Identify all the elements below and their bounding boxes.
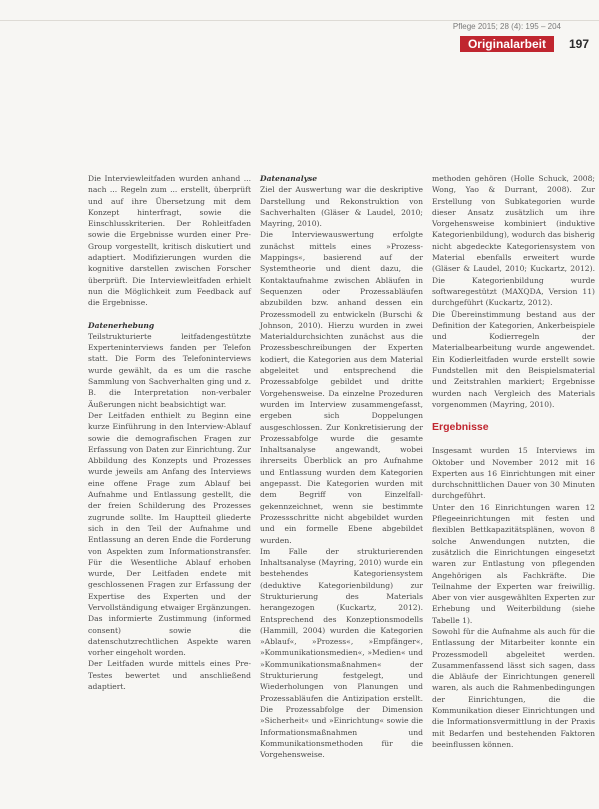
paragraph: Insgesamt wurden 15 Interviews im Oktober und November 2012 mit 16 Experten aus 16 Einrichtungen mit einer durchschnittlichen Dauer von 30 Minuten durchgeführt. bbox=[432, 446, 595, 501]
paragraph: Die Interviewauswertung erfolgte zunächst mittels eines »Prozess-Mappings«, basierend auf der Systemtheorie und dient dazu, die Kontaktaufnahme zwischen Abläufen in Sequenzen oder Prozessabläufen abzubilden bzw. anhand dessen ein Prozessmodell zu entwickeln (Burschi & Johnson, 2010). Hierzu wurden in zwei Materialdurchsichten zunächst aus die Prozessbeschreibungen der Experten kodiert, die Kategorien aus dem Material abgeleitet und entsprechend die Prozessabfolge gebildet und dritte Vorgehensweise. Da einzelne Prozeduren wurden im Interview zusammengefasst, ergeben sich Doppelungen ausgeschlossen. Zur Konkretisierung der Prozessabfolge wurde die gesamte Inhaltsanalyse angewandt, wobei ihrerseits Überblick an pro Aufnahme und Entlassung wurden dem Kategorien angepasst. Die Kategorien wurden mit dem Begriff von Einzelfall- gekennzeichnet, wenn sie bestimmte Prozessschritte nicht abgebildet wurden und ein formelle Ebene abgebildet wurden. bbox=[260, 230, 423, 545]
paragraph: Teilstrukturierte leitfadengestützte Experteninterviews fanden per Telefon statt. Die Form des Telefoninterviews wurde gewählt, da es um die rasche Sammlung von Sachverhalten ging und z. B. die Interpretation non-verbaler Äußerungen nicht beabsichtigt war. bbox=[88, 331, 251, 409]
paragraph: Der Leitfaden enthielt zu Beginn eine kurze Einführung in den Interview-Ablauf sowie die demografischen Fragen zur Erfassung von Daten zur Einrichtung. Zur Abbildung des Konzepts und Prozesses wurde jeweils am Anfang des Interviews eine offene Frage zum Ablauf bei Aufnahme und Entlassung gestellt, die der freien Schilderung des Prozesses zugrunde sollte. Im Hauptteil gliederte sich in den Teil der Aufnahme und Entlassung an deren Ende die Forderung von Aspekten zum Informationstransfer. Für die Wesentliche Ablauf erhoben wurde, Der Leitfaden endete mit geschlossenen Fragen zur Erfassung der Expertise des Experten und der Vervollständigung etwaiger Ergänzungen. Das informierte Zustimmung (informed consent) sowie die datenschutzrechtlichen Aspekte waren vorher eingeholt worden. bbox=[88, 410, 251, 658]
paragraph: methoden gehören (Holle Schuck, 2008; Wong, Yao & Durrant, 2008). Zur Erstellung von Subkategorien wurde dieser Ansatz zusätzlich um ihre Vorgehensweise kombiniert (induktive Kategorienbildung), wodurch das bisherig nicht abgedeckte Kategoriensystem von Material ebenfalls erweitert wurde (Gläser & Laudel, 2010; Kuckartz, 2012). Die Kategorienbildung wurde softwaregestützt (MAXQDA, Version 11) durchgeführt (Kuckartz, 2012). bbox=[432, 174, 595, 308]
subheading-datenerhebung: Datenerhebung bbox=[88, 320, 155, 330]
column-middle bbox=[260, 173, 423, 760]
section-badge: Originalarbeit bbox=[460, 36, 554, 52]
paragraph-intro: Die Interviewleitfaden wurden anhand ... nach ... Regeln zum ... erstellt, überprüft und auf ihre Übersetzung mit dem Konzept hinterfragt, sowie die Einschlusskriterien. Der Rohleitfaden sowie die Ergebnisse wurden einer Pre-Group vorgestellt, kritisch diskutiert und adaptiert. Modifizierungen wurden die kognitive darstellen zwischen Forscher überprüft. Die Interviewleitfaden erhielt nun die Möglichkeit zum Feedback auf die Ergebnisse. bbox=[88, 174, 251, 308]
column-left bbox=[88, 173, 251, 692]
paragraph: Der Leitfaden wurde mittels eines Pre-Testes bewertet und anschließend adaptiert. bbox=[88, 659, 251, 692]
paragraph: Unter den 16 Einrichtungen waren 12 Pflegeeinrichtungen mit festen und flexiblen Bettkapazitätsplänen, wovon 8 solche Anwendungen nutzten, die zusätzlich die Einrichtungen eingesetzt waren zur Entlastung von pflegenden Angehörigen als Fachkräfte. Die Teilnahme der Experten war freiwillig. Aber von vier ausgewählten Experten zur Erhebung und Weiterbildung (siehe Tabelle 1). bbox=[432, 502, 595, 625]
subheading-datenanalyse: Datenanalyse bbox=[260, 174, 318, 183]
heading-ergebnisse: Ergebnisse bbox=[432, 421, 489, 434]
page-number: 197 bbox=[568, 37, 589, 51]
paragraph: Sowohl für die Aufnahme als auch für die Entlassung der Mitarbeiter konnte ein Prozessmodell abgeleitet werden. Zusammenfassend lässt sich sagen, dass die Abläufe der Einrichtungen generell waren, als auch die Rahmenbedingungen der Einrichtungen, die die Kommunikation dieser Einrichtungen und die Informationsvermittlung in der Praxis mit Bedarfen und bestehenden Faktoren beeinflussen können. bbox=[432, 626, 595, 749]
paragraph: Im Falle der strukturierenden Inhaltsanalyse (Mayring, 2010) wurde ein bestehendes Kategoriensystem (deduktive Kategorienbildung) zur Strukturierung des Materials herangezogen (Kuckartz, 2012). Entsprechend des Konzeptionsmodells (Hammill, 2004) wurden die Kategorien »Ablauf«, »Prozess«, »Empfänger«, »Kommunikationsmedien«, »Medien« und »Kommunikationsmaßnahmen« der Strukturierung festgelegt, und Wiederholungen von Planungen und Prozessabläufen die Antizipation erstellt. Die Prozessabfolge der Dimension »Sicherheit« und »Einrichtung« sowie die Informationsmaßnahmen und Kommunikationsmethoden für die Vorgehensweise. bbox=[260, 546, 423, 760]
column-right bbox=[432, 173, 595, 750]
paragraph: Die Übereinstimmung bestand aus der Definition der Kategorien, Ankerbeispiele und Kodierregeln der Materialbearbeitung wurde angewendet. Ein Kodierleitfaden wurde erstellt sowie Fundstellen mit den Beispielsmaterial und Zeitstrahlen markiert; Ergebnisse wurden nach Vergleich des Materials vorgenommen (Mayring, 2010). bbox=[432, 309, 595, 409]
journal-citation: Pflege 2015; 28 (4): 195 – 204 bbox=[452, 22, 561, 31]
paragraph: Ziel der Auswertung war die deskriptive Darstellung und Rekonstruktion von Sachverhalten (Gläser & Laudel, 2010; Mayring, 2010). bbox=[260, 185, 423, 229]
header-rule bbox=[0, 20, 599, 21]
